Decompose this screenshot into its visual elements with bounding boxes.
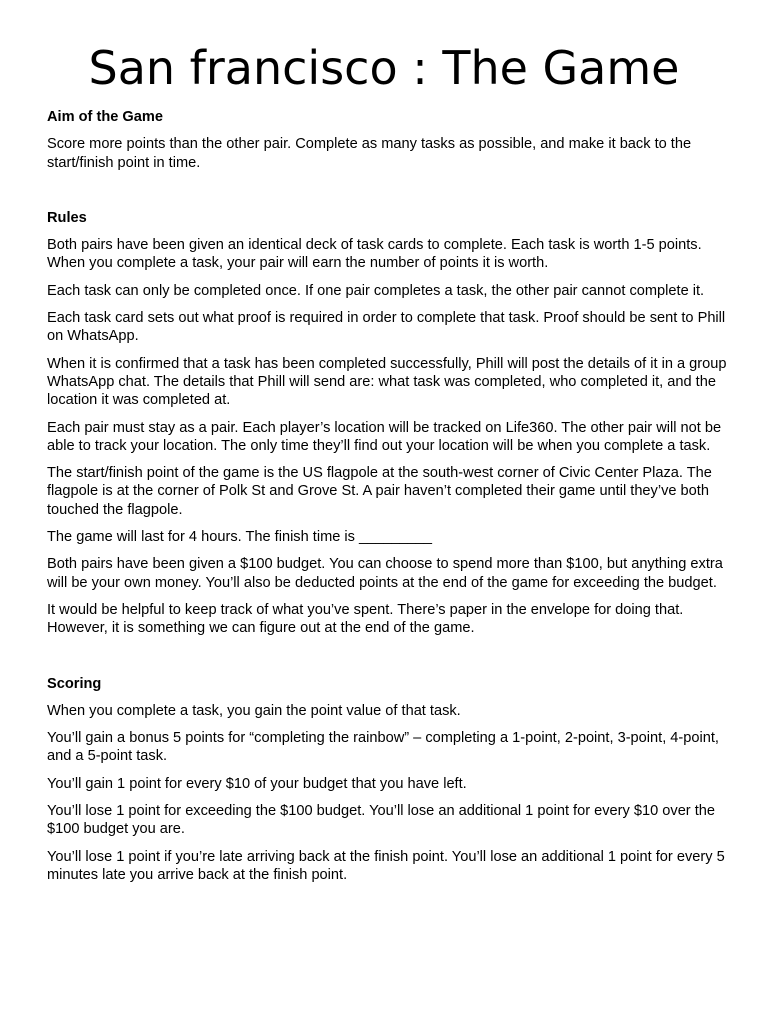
section-heading-rules: Rules bbox=[47, 209, 87, 226]
paragraph: The game will last for 4 hours. The finish time is _________ bbox=[47, 529, 433, 546]
section-aim bbox=[47, 108, 733, 172]
paragraph: Each task card sets out what proof is required in order to complete that task. Proof should be sent to Phill on WhatsApp. bbox=[47, 310, 726, 345]
section-heading-aim: Aim of the Game bbox=[47, 109, 163, 125]
paragraph: When it is confirmed that a task has been completed successfully, Phill will post the details of it in a group WhatsApp chat. The details that Phill will send are: what task was completed, who completed it, and the location it was completed at. bbox=[47, 355, 727, 409]
paragraph: You’ll lose 1 point for exceeding the $100 budget. You’ll lose an additional 1 point for every $10 over the $100 budget you are. bbox=[47, 803, 716, 838]
section-rules bbox=[47, 209, 733, 638]
page-title: San francisco : The Game bbox=[88, 41, 680, 95]
paragraph: You’ll gain a bonus 5 points for “completing the rainbow” – completing a 1-point, 2-point, 3-point, 4-point, and a 5-point task. bbox=[47, 730, 719, 765]
paragraph: Both pairs have been given a $100 budget. You can choose to spend more than $100, but anything extra will be your own money. You’ll also be deducted points at the end of the game for exceeding the budget. bbox=[47, 556, 723, 591]
paragraph: Each pair must stay as a pair. Each player’s location will be tracked on Life360. The other pair will not be able to track your location. The only time they’ll find out your location will be when you complete a task. bbox=[47, 419, 722, 454]
paragraph: It would be helpful to keep track of what you’ve spent. There’s paper in the envelope for doing that. However, it is something we can figure out at the end of the game. bbox=[47, 601, 684, 637]
section-scoring bbox=[47, 675, 733, 885]
paragraph: You’ll gain 1 point for every $10 of your budget that you have left. bbox=[47, 775, 467, 792]
paragraph: You’ll lose 1 point if you’re late arriving back at the finish point. You’ll lose an additional 1 point for every 5 minutes late you arrive back at the finish point. bbox=[47, 848, 725, 883]
document-body bbox=[47, 108, 733, 884]
paragraph: The start/finish point of the game is the US flagpole at the south-west corner of Civic Center Plaza. The flagpole is at the corner of Polk St and Grove St. A pair haven’t completed their game until they’ve both touched the flagpole. bbox=[47, 465, 712, 518]
paragraph: Both pairs have been given an identical deck of task cards to complete. Each task is worth 1-5 points. When you complete a task, your pair will earn the number of points it is worth. bbox=[47, 237, 702, 272]
paragraph: Score more points than the other pair. Complete as many tasks as possible, and make it back to the start/finish point in time. bbox=[47, 136, 692, 171]
paragraph: Each task can only be completed once. If one pair completes a task, the other pair cannot complete it. bbox=[47, 282, 705, 299]
section-heading-scoring: Scoring bbox=[47, 675, 102, 692]
paragraph: When you complete a task, you gain the point value of that task. bbox=[47, 702, 461, 719]
